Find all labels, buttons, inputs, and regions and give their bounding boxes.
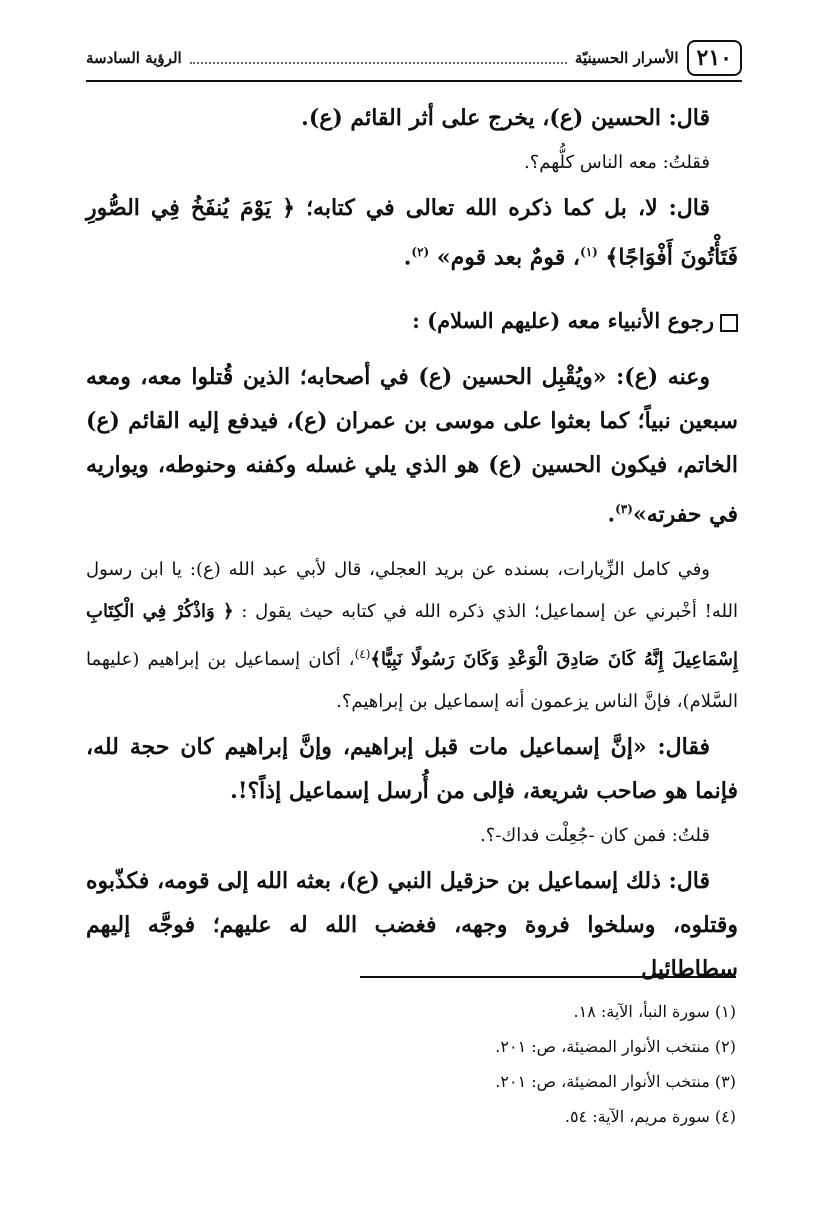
footnote-ref-4: (٤) (354, 646, 371, 661)
main-text (86, 96, 738, 993)
paragraph-3-text: قال: لا، بل كما ذكره الله تعالى في كتابه؛ ﴿ يَوْمَ يُنفَخُ فِي الصُّورِ فَتَأْتُونَ أَفْوَاجًا﴾ (86, 195, 738, 271)
footnote-2: (٢) منتخب الأنوار المضيئة، ص: ٢٠١. (495, 1037, 736, 1056)
paragraph-3-tail: ، قومٌ بعد قوم» (436, 244, 581, 271)
paragraph-6: فقال: «إنَّ إسماعيل مات قبل إبراهيم، وإنَّ إبراهيم كان حجة لله، فإنما هو صاحب شريعة، فإلى من أُرسل إسماعيل إذاً؟!. (86, 733, 738, 804)
footnote-rule (360, 976, 736, 978)
square-bullet-icon (720, 314, 738, 332)
quran-quote: ﴿ وَاذْكُرْ فِي الْكِتَابِ إِسْمَاعِيلَ إِنَّهُ كَانَ صَادِقَ الْوَعْدِ وَكَانَ رَسُولًا نَبِيًّا﴾ (86, 600, 738, 670)
paragraph-1: قال: الحسين (ع)، يخرج على أثر القائم (ع). (301, 105, 710, 131)
section-heading (86, 299, 738, 343)
paragraph-3: قال: لا، بل كما ذكره الله تعالى في كتابه؛ ﴿ يَوْمَ يُنفَخُ فِي الصُّورِ فَتَأْتُونَ أَفْوَاجًا﴾ $^{(١)}$، قومٌ بعد قوم» $^{(٢)}$. (86, 195, 738, 271)
paragraph-2: فقلتُ: معه الناس كلُّهم؟. (523, 152, 710, 173)
footnote-4: (٤) سورة مريم، الآية: ٥٤. (564, 1107, 736, 1126)
footnote-ref-2: (٢) (411, 245, 430, 259)
page-number: ٢١٠ (687, 40, 742, 76)
paragraph-5 (86, 549, 738, 723)
section-heading-text: رجوع الأنبياء معه (عليهم السلام) : (412, 308, 714, 334)
paragraph-8: قال: ذلك إسماعيل بن حزقيل النبي (ع)، بعثه الله إلى قومه، فكذّبوه وقتلوه، وسلخوا فروة وجهه، فغضب الله له عليهم؛ فوجَّه إليهم سطاطائيل (86, 867, 738, 982)
header-dots (190, 62, 567, 64)
paragraph-7: قلتُ: فمن كان -جُعِلْت فداك-؟. (480, 824, 710, 846)
book-title: الأسرار الحسينيّة (574, 49, 679, 67)
paragraph-5-text: وفي كامل الزِّيارات، بسنده عن بريد العجلي، قال لأبي عبد الله (ع): يا ابن رسول الله! أخْبرني عن إسماعيل؛ الذي ذكره الله في كتابه حيث يقول : (86, 558, 739, 622)
footnote-ref-1: (١) (580, 245, 598, 259)
paragraph-4: وعنه (ع): «ويُقْبِل الحسين (ع) في أصحابه؛ الذين قُتلوا معه، ومعه سبعين نبياً؛ كما بعثوا على موسى بن عمران (ع)، فيدفع إليه القائم (ع) الخاتم، فيكون الحسين (ع) هو الذي يلي غسله وكفنه وحنوطه، ويواريه في حفرته»$^{(٣)}$. (86, 364, 738, 528)
footnote-3: (٣) منتخب الأنوار المضيئة، ص: ٢٠١. (495, 1072, 736, 1091)
footnote-ref-3: (٣) (615, 502, 633, 517)
footnotes (86, 994, 736, 1134)
paragraph-4-text: وعنه (ع): «ويُقْبِل الحسين (ع) في أصحابه؛ الذين قُتلوا معه، ومعه سبعين نبياً؛ كما بعثوا على موسى بن عمران (ع)، فيدفع إليه القائم (ع) الخاتم، فيكون الحسين (ع) هو الذي يلي غسله وكفنه وحنوطه، ويواريه في حفرته» (86, 364, 738, 528)
footnote-1: (١) سورة النبأ، الآية: ١٨. (573, 1002, 736, 1021)
running-header (86, 36, 742, 80)
chapter-title: الرؤية السادسة (86, 49, 182, 67)
header-rule (86, 80, 742, 82)
paragraph-5-tail: ، أكان إسماعيل بن إبراهيم (عليهما السَّلام)، فإنَّ الناس يزعمون أنه إسماعيل بن إبراهيم؟. (86, 648, 738, 712)
